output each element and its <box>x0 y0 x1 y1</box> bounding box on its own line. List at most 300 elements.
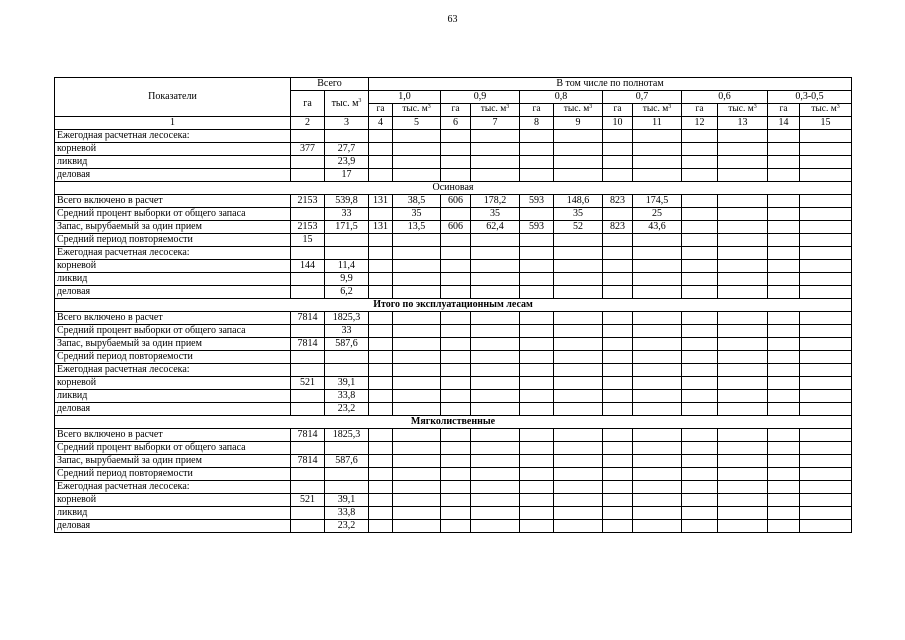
table-cell <box>393 429 441 442</box>
table-cell <box>554 481 603 494</box>
table-cell <box>554 520 603 533</box>
table-cell <box>369 507 393 520</box>
table-cell <box>603 507 633 520</box>
table-cell <box>441 325 471 338</box>
table-cell <box>291 247 325 260</box>
table-cell <box>520 234 554 247</box>
table-row <box>55 364 852 377</box>
table-cell <box>291 351 325 364</box>
table-cell <box>768 156 800 169</box>
table-row <box>55 143 852 156</box>
table-cell <box>718 338 768 351</box>
table-cell <box>718 286 768 299</box>
table-cell <box>768 390 800 403</box>
table-cell <box>800 234 852 247</box>
column-number: 2 <box>291 117 325 130</box>
table-cell <box>800 286 852 299</box>
table-cell <box>369 208 393 221</box>
header-total: Всего <box>291 78 369 91</box>
table-cell <box>603 442 633 455</box>
table-cell <box>369 481 393 494</box>
table-cell <box>471 468 520 481</box>
table-row <box>55 520 852 533</box>
section-title: Осиновая <box>55 182 852 195</box>
table-cell <box>369 429 393 442</box>
table-cell <box>603 130 633 143</box>
table-cell <box>800 429 852 442</box>
table-cell <box>768 195 800 208</box>
table-cell <box>682 312 718 325</box>
row-label: деловая <box>55 403 291 416</box>
table-cell <box>554 325 603 338</box>
table-cell <box>682 403 718 416</box>
table-cell <box>682 468 718 481</box>
table-cell <box>471 390 520 403</box>
table-cell: 587,6 <box>325 338 369 351</box>
table-cell: 62,4 <box>471 221 520 234</box>
table-cell <box>554 273 603 286</box>
table-cell <box>768 351 800 364</box>
table-cell <box>520 325 554 338</box>
table-cell <box>325 468 369 481</box>
table-cell <box>554 286 603 299</box>
table-cell <box>718 273 768 286</box>
table-cell <box>520 169 554 182</box>
table-cell <box>718 130 768 143</box>
row-label: Запас, вырубаемый за один прием <box>55 221 291 234</box>
table-row <box>55 377 852 390</box>
table-cell <box>369 442 393 455</box>
table-cell <box>291 468 325 481</box>
table-cell <box>718 143 768 156</box>
table-cell <box>768 442 800 455</box>
column-number: 10 <box>603 117 633 130</box>
table-cell <box>554 169 603 182</box>
table-cell <box>633 143 682 156</box>
table-cell <box>718 377 768 390</box>
table-cell <box>369 377 393 390</box>
table-cell <box>471 130 520 143</box>
table-cell <box>800 403 852 416</box>
table-cell <box>441 494 471 507</box>
table-row <box>55 156 852 169</box>
table-cell <box>603 468 633 481</box>
table-cell <box>471 325 520 338</box>
table-cell: 33 <box>325 325 369 338</box>
table-row <box>55 455 852 468</box>
unit-superscript: 3 <box>358 97 362 104</box>
table-cell <box>441 390 471 403</box>
table-cell <box>520 481 554 494</box>
table-cell: 131 <box>369 221 393 234</box>
table-cell <box>471 377 520 390</box>
section-row <box>55 416 852 429</box>
table-cell <box>441 130 471 143</box>
table-cell <box>768 507 800 520</box>
table-cell: 174,5 <box>633 195 682 208</box>
table-cell <box>520 468 554 481</box>
table-cell <box>369 338 393 351</box>
row-label: Ежегодная расчетная лесосека: <box>55 130 291 143</box>
row-label: Запас, вырубаемый за один прием <box>55 338 291 351</box>
table-row <box>55 481 852 494</box>
table-cell <box>471 286 520 299</box>
table-row <box>55 195 852 208</box>
table-cell <box>471 143 520 156</box>
table-cell: 587,6 <box>325 455 369 468</box>
table-cell <box>393 260 441 273</box>
table-cell <box>393 351 441 364</box>
table-cell <box>603 286 633 299</box>
table-cell <box>603 390 633 403</box>
table-cell: 178,2 <box>471 195 520 208</box>
table-cell <box>633 351 682 364</box>
table-cell: 23,2 <box>325 403 369 416</box>
table-cell <box>393 312 441 325</box>
table-cell: 33,8 <box>325 507 369 520</box>
table-cell <box>393 325 441 338</box>
table-cell <box>554 442 603 455</box>
table-cell <box>291 286 325 299</box>
table-cell <box>393 169 441 182</box>
table-cell <box>441 234 471 247</box>
row-label: Ежегодная расчетная лесосека: <box>55 481 291 494</box>
table-cell <box>554 260 603 273</box>
table-cell: 9,9 <box>325 273 369 286</box>
table-cell <box>393 234 441 247</box>
table-cell <box>520 208 554 221</box>
table-cell <box>682 208 718 221</box>
table-cell <box>393 494 441 507</box>
table-cell <box>554 403 603 416</box>
table-cell: 823 <box>603 221 633 234</box>
table-cell <box>633 234 682 247</box>
table-cell <box>441 208 471 221</box>
table-cell <box>471 338 520 351</box>
table-cell <box>471 455 520 468</box>
table-cell <box>603 364 633 377</box>
table-cell <box>682 234 718 247</box>
table-cell <box>682 338 718 351</box>
table-cell <box>800 507 852 520</box>
section-row <box>55 182 852 195</box>
table-cell <box>369 390 393 403</box>
table-cell <box>800 156 852 169</box>
header-of-which: В том числе по полнотам <box>369 78 852 91</box>
table-cell <box>682 390 718 403</box>
row-label: Всего включено в расчет <box>55 429 291 442</box>
table-cell <box>800 312 852 325</box>
table-cell: 377 <box>291 143 325 156</box>
table-cell <box>441 429 471 442</box>
table-cell <box>800 364 852 377</box>
table-row <box>55 208 852 221</box>
table-cell <box>768 312 800 325</box>
table-cell <box>441 468 471 481</box>
column-number: 5 <box>393 117 441 130</box>
row-label: корневой <box>55 494 291 507</box>
table-cell <box>682 325 718 338</box>
table-cell <box>633 442 682 455</box>
table-cell <box>393 273 441 286</box>
table-cell: 1825,3 <box>325 312 369 325</box>
table-cell <box>800 221 852 234</box>
table-cell <box>291 481 325 494</box>
table-cell <box>471 403 520 416</box>
table-cell <box>603 351 633 364</box>
table-cell: 7814 <box>291 312 325 325</box>
table-cell <box>682 286 718 299</box>
table-cell <box>718 494 768 507</box>
table-cell <box>554 377 603 390</box>
unit-superscript: 3 <box>506 104 510 111</box>
table-cell <box>603 169 633 182</box>
table-cell <box>682 494 718 507</box>
table-cell <box>369 169 393 182</box>
table-row <box>55 325 852 338</box>
table-cell <box>441 364 471 377</box>
table-cell <box>369 468 393 481</box>
table-cell <box>393 338 441 351</box>
header-row-1 <box>55 78 852 91</box>
table-cell <box>520 442 554 455</box>
row-label: ликвид <box>55 273 291 286</box>
table-row <box>55 338 852 351</box>
table-cell <box>554 455 603 468</box>
table-cell <box>603 403 633 416</box>
table-cell: 38,5 <box>393 195 441 208</box>
table-cell <box>393 455 441 468</box>
table-cell <box>520 455 554 468</box>
table-cell <box>718 169 768 182</box>
unit-label: тыс. м <box>480 104 507 115</box>
table-cell <box>369 273 393 286</box>
table-cell <box>718 403 768 416</box>
table-cell <box>633 403 682 416</box>
table-cell <box>520 351 554 364</box>
column-number: 15 <box>800 117 852 130</box>
density-header: 0,8 <box>520 91 603 104</box>
table-cell <box>768 468 800 481</box>
table-cell <box>682 429 718 442</box>
table-cell <box>369 494 393 507</box>
table-cell <box>441 260 471 273</box>
table-cell <box>441 338 471 351</box>
table-cell <box>393 364 441 377</box>
table-cell <box>441 312 471 325</box>
table-row <box>55 494 852 507</box>
table-cell <box>682 260 718 273</box>
unit-ha-header: га <box>369 104 393 117</box>
table-cell <box>520 273 554 286</box>
table-cell <box>554 247 603 260</box>
column-number: 3 <box>325 117 369 130</box>
table-row <box>55 234 852 247</box>
table-cell <box>633 260 682 273</box>
table-cell <box>633 130 682 143</box>
table-cell <box>800 390 852 403</box>
table-cell <box>325 364 369 377</box>
density-header: 0,3-0,5 <box>768 91 852 104</box>
table-cell <box>768 325 800 338</box>
table-cell: 15 <box>291 234 325 247</box>
table-cell <box>603 429 633 442</box>
table-cell <box>768 286 800 299</box>
table-cell <box>441 377 471 390</box>
table-cell <box>471 429 520 442</box>
table-cell <box>471 169 520 182</box>
row-label: корневой <box>55 143 291 156</box>
table-cell <box>393 156 441 169</box>
table-cell <box>633 169 682 182</box>
row-label: Средний период повторяемости <box>55 234 291 247</box>
table-cell <box>471 234 520 247</box>
table-cell <box>682 364 718 377</box>
table-cell <box>603 377 633 390</box>
column-number: 9 <box>554 117 603 130</box>
row-label: корневой <box>55 377 291 390</box>
table-cell <box>520 364 554 377</box>
row-label: Запас, вырубаемый за один прием <box>55 455 291 468</box>
table-cell: 27,7 <box>325 143 369 156</box>
density-header: 0,9 <box>441 91 520 104</box>
table-cell <box>718 260 768 273</box>
table-cell <box>520 390 554 403</box>
unit-label: тыс. м <box>642 104 669 115</box>
section-title: Итого по эксплуатационным лесам <box>55 299 852 312</box>
column-number: 7 <box>471 117 520 130</box>
table-cell: 2153 <box>291 221 325 234</box>
table-cell <box>800 325 852 338</box>
table-cell <box>291 208 325 221</box>
table-cell: 52 <box>554 221 603 234</box>
table-cell: 23,2 <box>325 520 369 533</box>
table-cell <box>682 507 718 520</box>
table-cell <box>369 130 393 143</box>
column-number: 8 <box>520 117 554 130</box>
table-cell <box>800 273 852 286</box>
table-cell <box>325 442 369 455</box>
column-number: 1 <box>55 117 291 130</box>
table-cell <box>800 338 852 351</box>
table-cell <box>718 312 768 325</box>
table-cell: 521 <box>291 494 325 507</box>
table-cell <box>369 364 393 377</box>
table-cell <box>633 429 682 442</box>
table-cell <box>554 364 603 377</box>
table-cell <box>682 143 718 156</box>
table-cell <box>603 312 633 325</box>
table-cell <box>633 481 682 494</box>
table-cell <box>603 520 633 533</box>
unit-ha-header: га <box>603 104 633 117</box>
table-cell <box>603 338 633 351</box>
table-cell <box>554 130 603 143</box>
table-cell <box>682 156 718 169</box>
table-cell <box>520 156 554 169</box>
table-cell <box>800 468 852 481</box>
table-cell <box>441 520 471 533</box>
table-cell: 7814 <box>291 338 325 351</box>
table-cell: 33,8 <box>325 390 369 403</box>
table-cell <box>603 273 633 286</box>
table-cell <box>768 143 800 156</box>
table-cell <box>291 325 325 338</box>
table-cell <box>800 377 852 390</box>
table-cell <box>325 351 369 364</box>
table-cell <box>441 507 471 520</box>
table-cell <box>633 273 682 286</box>
unit-volume-header <box>800 104 852 117</box>
table-cell <box>471 520 520 533</box>
table-cell <box>393 143 441 156</box>
table-cell <box>471 481 520 494</box>
allowable-cut-table <box>54 77 852 533</box>
table-cell <box>718 455 768 468</box>
table-cell <box>520 377 554 390</box>
table-cell <box>633 377 682 390</box>
table-cell <box>603 494 633 507</box>
table-cell <box>603 260 633 273</box>
table-cell <box>520 520 554 533</box>
column-number: 4 <box>369 117 393 130</box>
table-cell <box>441 156 471 169</box>
table-cell: 35 <box>393 208 441 221</box>
table-cell: 144 <box>291 260 325 273</box>
column-number: 11 <box>633 117 682 130</box>
table-cell <box>603 247 633 260</box>
table-cell <box>718 325 768 338</box>
table-cell <box>768 130 800 143</box>
column-number: 14 <box>768 117 800 130</box>
table-row <box>55 429 852 442</box>
table-cell <box>393 468 441 481</box>
table-cell <box>471 364 520 377</box>
table-cell <box>633 286 682 299</box>
table-cell <box>603 143 633 156</box>
table-cell <box>369 312 393 325</box>
table-cell <box>682 520 718 533</box>
table-cell <box>441 442 471 455</box>
table-cell: 7814 <box>291 455 325 468</box>
table-cell <box>369 234 393 247</box>
table-cell <box>718 195 768 208</box>
table-cell <box>682 273 718 286</box>
table-cell <box>471 247 520 260</box>
table-cell <box>554 156 603 169</box>
table-cell <box>471 312 520 325</box>
table-cell <box>800 169 852 182</box>
table-cell: 7814 <box>291 429 325 442</box>
table-cell <box>369 143 393 156</box>
table-row <box>55 221 852 234</box>
table-cell <box>718 520 768 533</box>
table-cell <box>393 403 441 416</box>
table-cell <box>768 338 800 351</box>
table-cell <box>633 338 682 351</box>
table-cell <box>441 273 471 286</box>
table-cell <box>520 286 554 299</box>
table-cell <box>682 377 718 390</box>
table-cell <box>471 273 520 286</box>
table-cell <box>393 377 441 390</box>
table-cell <box>520 260 554 273</box>
table-cell <box>554 390 603 403</box>
table-cell <box>369 156 393 169</box>
table-cell: 43,6 <box>633 221 682 234</box>
table-cell: 148,6 <box>554 195 603 208</box>
table-cell <box>800 260 852 273</box>
